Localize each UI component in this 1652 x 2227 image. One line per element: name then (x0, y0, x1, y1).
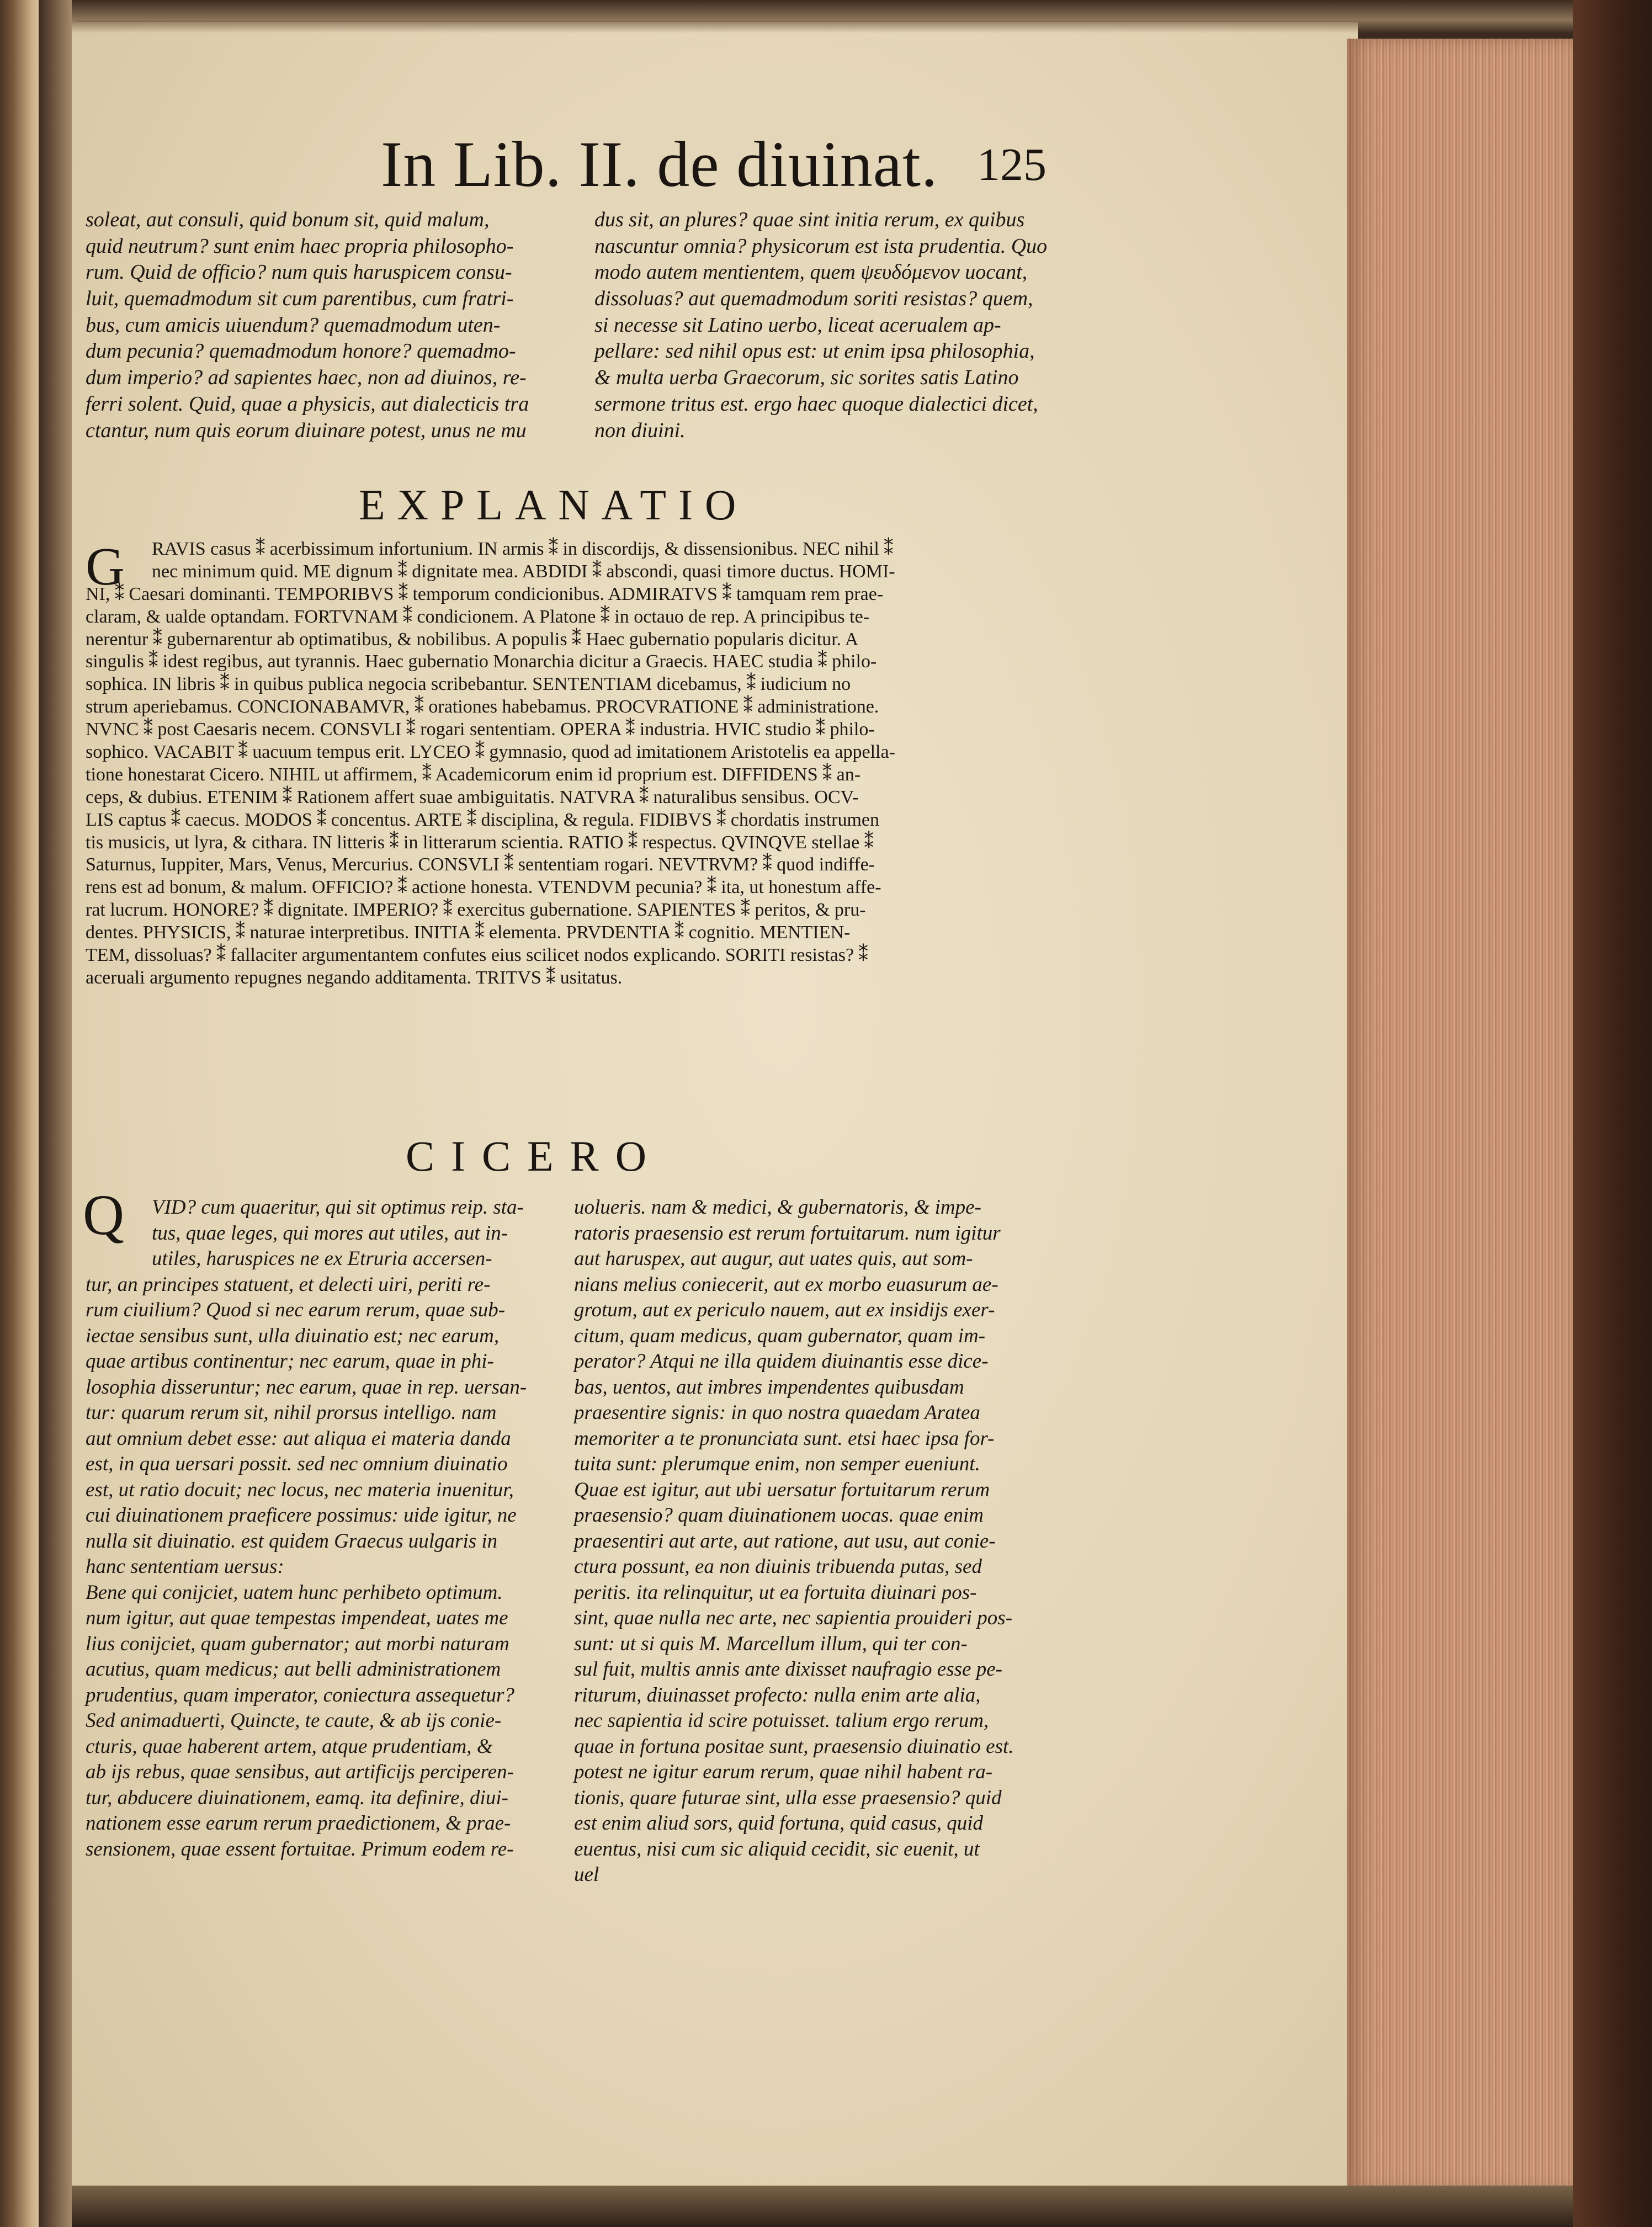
explanatio-line: tis musicis, ut lyra, & cithara. IN litteris ⁑ in litterarum scientia. RATIO ⁑ respectus. QVINQVE stellae ⁑ (86, 832, 874, 853)
text-line: ferri solent. Quid, quae a physicis, aut dialecticis tra (86, 392, 529, 416)
explanatio-line: tione honestarat Cicero. NIHIL ut affirmem, ⁑ Academicorum enim id proprium est. DIFFIDENS ⁑ an- (86, 764, 861, 785)
cicero-line: tionis, quare futurae sint, ulla esse praesensio? quid (574, 1786, 1002, 1809)
text-line: dissoluas? aut quemadmodum soriti resistas? quem, (594, 287, 1033, 311)
cicero-line: tur, an principes statuent, et delecti uiri, periti re- (86, 1273, 491, 1296)
cicero-line: num igitur, aut quae tempestas impendeat, uates me (86, 1607, 508, 1629)
cicero-line: quae artibus continentur; nec earum, quae in phi- (86, 1350, 494, 1373)
cicero-line: prudentius, quam imperator, coniectura assequetur? (86, 1683, 514, 1707)
cicero-line: perator? Atqui ne illa quidem diuinantis esse dice- (574, 1350, 989, 1373)
cicero-line: sensionem, quae essent fortuitae. Primum eodem re- (86, 1837, 514, 1861)
cicero-line: tuita sunt: plerumque enim, non semper eueniunt. (574, 1453, 980, 1475)
explanatio-line: TEM, dissoluas? ⁑ fallaciter argumentantem confutes eius scilicet nodos explicando. SORITI resistas? ⁑ (86, 945, 868, 966)
text-line: pellare: sed nihil opus est: ut enim ipsa philosophia, (594, 339, 1035, 363)
explanatio-line: dentes. PHYSICIS, ⁑ naturae interpretibus. INITIA ⁑ elementa. PRVDENTIA ⁑ cognitio. MENTIEN- (86, 922, 851, 943)
cicero-line: iectae sensibus sunt, ulla diuinatio est; nec earum, (86, 1324, 500, 1347)
text-line: non diuini. (594, 418, 686, 442)
cicero-line: tur, abducere diuinationem, eamq. ita definire, diui- (86, 1786, 508, 1809)
text-line: modo autem mentientem, quem ψευδόμενον uocant, (594, 261, 1028, 284)
explanatio-line: strum aperiebamus. CONCIONABAMVR, ⁑ orationes habebamus. PROCVRATIONE ⁑ administratione. (86, 697, 879, 717)
explanatio-line: claram, & ualde optandam. FORTVNAM ⁑ condicionem. A Platone ⁑ in octauo de rep. A principibus te- (86, 606, 870, 627)
text-line: nascuntur omnia? physicorum est ista prudentia. Quo (594, 234, 1048, 258)
cicero-line: Sed animaduerti, Quincte, te caute, & ab ijs conie- (86, 1709, 502, 1732)
cicero-line: nec sapientia id scire potuisset. talium ergo rerum, (574, 1709, 989, 1732)
top-right-column (594, 207, 1047, 444)
cicero-line: memoriter a te pronunciata sunt. etsi haec ipsa for- (574, 1427, 995, 1450)
explanatio-line: RAVIS casus ⁑ acerbissimum infortunium. IN armis ⁑ in discordijs, & dissensionibus. NEC nihil ⁑ (152, 539, 894, 559)
cicero-line: sul fuit, multis annis ante dixisset naufragio esse pe- (574, 1658, 1002, 1681)
cicero-line: peritis. ita relinquitur, ut ea fortuita diuinari pos- (574, 1581, 977, 1604)
explanatio-line: NI, ⁑ Caesari dominanti. TEMPORIBVS ⁑ temporum condicionibus. ADMIRATVS ⁑ tamquam rem prae- (86, 583, 884, 604)
explanatio-line: LIS captus ⁑ caecus. MODOS ⁑ concentus. ARTE ⁑ disciplina, & regula. FIDIBVS ⁑ chordatis instrumen (86, 809, 880, 830)
book-cover-edge (1573, 0, 1652, 2227)
text-line: luit, quemadmodum sit cum parentibus, cum fratri- (86, 287, 514, 311)
text-line: dum imperio? ad sapientes haec, non ad diuinos, re- (86, 366, 527, 390)
cicero-line: est, ut ratio docuit; nec locus, nec materia inuenitur, (86, 1478, 514, 1501)
cicero-line: nians melius coniecerit, aut ex morbo euasurum ae- (574, 1273, 998, 1296)
explanatio-line: ceps, & dubius. ETENIM ⁑ Rationem affert suae ambiguitatis. NATVRA ⁑ naturalibus sensibus. OCV- (86, 786, 859, 807)
explanatio-line: aceruali argumento repugnes negando additamenta. TRITVS ⁑ usitatus. (86, 967, 623, 988)
cicero-line: utiles, haruspices ne ex Etruria accersen- (152, 1247, 492, 1270)
cicero-line: praesentiri aut arte, aut ratione, aut usu, aut conie- (574, 1529, 996, 1553)
cicero-line: tur: quarum rerum sit, nihil prorsus intelligo. nam (86, 1401, 497, 1424)
cicero-line: est enim aliud sors, quid fortuna, quid casus, quid (574, 1812, 984, 1835)
cicero-line: Bene qui conijciet, uatem hunc perhibeto optimum. (86, 1581, 503, 1604)
cicero-line: VID? cum quaeritur, qui sit optimus reip. sta- (152, 1196, 524, 1219)
explanatio-line: nerentur ⁑ gubernarentur ab optimatibus, & nobilibus. A populis ⁑ Haec gubernatio popularis dicitur. A (86, 629, 859, 650)
explanatio-line: rens est ad bonum, & malum. OFFICIO? ⁑ actione honesta. VTENDVM pecunia? ⁑ ita, ut honestum affe- (86, 877, 881, 898)
cicero-line: cui diuinationem praeficere possimus: uide igitur, ne (86, 1504, 517, 1527)
explanatio-body (86, 538, 1079, 990)
cicero-line: ratoris praesensio est rerum fortuitarum. num igitur (574, 1221, 1001, 1245)
cicero-line: hanc sententiam uersus: (86, 1555, 284, 1578)
text-line: & multa uerba Graecorum, sic sorites satis Latino (594, 366, 1019, 390)
text-line: quid neutrum? sunt enim haec propria philosopho- (86, 234, 514, 258)
cicero-line: praesentire signis: in quo nostra quaedam Aratea (574, 1401, 980, 1424)
cicero-line: riturum, diuinasset profecto: nulla enim arte alia, (574, 1683, 981, 1707)
cicero-line: acutius, quam medicus; aut belli administrationem (86, 1658, 501, 1681)
explanatio-line: sophica. IN libris ⁑ in quibus publica negocia scribebantur. SENTENTIAM dicebamus, ⁑ iudicium no (86, 674, 851, 695)
cicero-line: citum, quam medicus, quam gubernator, quam im- (574, 1324, 986, 1347)
cicero-line: losophia disseruntur; nec earum, quae in rep. uersan- (86, 1375, 527, 1399)
text-line: si necesse sit Latino uerbo, liceat acerualem ap- (594, 313, 1001, 337)
text-line: rum. Quid de officio? num quis haruspicem consu- (86, 261, 512, 284)
cicero-line: nulla sit diuinatio. est quidem Graecus uulgaris in (86, 1529, 498, 1553)
bottom-shadow (72, 2186, 1573, 2227)
running-head: In Lib. II. de diuinat. (381, 128, 938, 200)
explanatio-dropcap: G (86, 537, 125, 597)
cicero-line: sunt: ut si quis M. Marcellum illum, qui ter con- (574, 1632, 968, 1655)
explanatio-line: singulis ⁑ idest regibus, aut tyrannis. Haec gubernatio Monarchia dicitur a Graecis. HAEC studia ⁑ philo- (86, 651, 877, 672)
top-left-column (86, 207, 529, 444)
cicero-line: tus, quae leges, qui mores aut utiles, aut in- (152, 1221, 508, 1245)
cicero-line: ctura possunt, ea non diuinis tribuenda putas, sed (574, 1555, 982, 1578)
cicero-line: sint, quae nulla nec arte, nec sapientia prouideri pos- (574, 1607, 1013, 1629)
explanatio-line: nec minimum quid. ME dignum ⁑ dignitate mea. ABDIDI ⁑ abscondi, quasi timore ductus. HOMI- (152, 561, 895, 582)
cicero-line: bas, uentos, aut imbres impendentes quibusdam (574, 1375, 964, 1399)
cicero-line: est, in qua uersari possit. sed nec omnium diuinatio (86, 1453, 508, 1475)
cicero-line: uolueris. nam & medici, & gubernatoris, & impe- (574, 1196, 981, 1219)
page-number: 125 (977, 139, 1047, 190)
cicero-line: grotum, aut ex periculo nauem, aut ex insidijs exer- (574, 1299, 995, 1321)
text-line: soleat, aut consuli, quid bonum sit, quid malum, (86, 208, 490, 231)
cicero-line: cturis, quae haberent artem, atque prudentiam, & (86, 1735, 493, 1758)
cicero-left-column (86, 1195, 527, 1862)
cicero-line: euentus, nisi cum sic aliquid cecidit, sic euenit, ut (574, 1837, 980, 1861)
explanatio-heading: EXPLANATIO (359, 481, 748, 529)
cicero-line: potest ne igitur earum rerum, quae nihil habent ra- (574, 1761, 993, 1783)
cicero-line: aut haruspex, aut augur, aut uates quis, aut som- (574, 1247, 973, 1270)
cicero-right-column (574, 1195, 1014, 1888)
cicero-line: quae in fortuna positae sunt, praesensio diuinatio est. (574, 1735, 1014, 1758)
previous-page-edge (0, 0, 39, 2227)
text-line: sermone tritus est. ergo haec quoque dialectici dicet, (594, 392, 1038, 416)
text-line: dum pecunia? quemadmodum honore? quemadmo- (86, 339, 516, 363)
cicero-line: rum ciuilium? Quod si nec earum rerum, quae sub- (86, 1299, 506, 1321)
explanatio-line: sophico. VACABIT ⁑ uacuum tempus erit. LYCEO ⁑ gymnasio, quod ad imitationem Aristotelis ea appella- (86, 742, 895, 763)
fore-edge-pages (1347, 39, 1573, 2191)
explanatio-line: rat lucrum. HONORE? ⁑ dignitate. IMPERIO? ⁑ exercitus gubernatione. SAPIENTES ⁑ peritos, & pru- (86, 900, 866, 921)
cicero-line: Quae est igitur, aut ubi uersatur fortuitarum rerum (574, 1478, 990, 1501)
cicero-line: praesensio? quam diuinationem uocas. quae enim (574, 1504, 984, 1527)
text-line: dus sit, an plures? quae sint initia rerum, ex quibus (594, 208, 1025, 231)
explanatio-line: Saturnus, Iuppiter, Mars, Venus, Mercurius. CONSVLI ⁑ sententiam rogari. NEVTRVM? ⁑ quod indiffe- (86, 854, 875, 875)
top-shadow (72, 0, 1573, 33)
cicero-line: nationem esse earum rerum praedictionem, & prae- (86, 1812, 511, 1835)
cicero-heading: CICERO (406, 1132, 663, 1180)
cicero-dropcap: Q (83, 1183, 125, 1247)
cicero-line: uel (574, 1863, 599, 1886)
text-line: bus, cum amicis uiuendum? quemadmodum uten- (86, 313, 501, 337)
cicero-line: aut omnium debet esse: aut aliqua ei materia danda (86, 1427, 511, 1450)
explanatio-line: NVNC ⁑ post Caesaris necem. CONSVLI ⁑ rogari sententiam. OPERA ⁑ industria. HVIC studio ⁑ philo- (86, 719, 875, 740)
cicero-line: lius conijciet, quam gubernator; aut morbi naturam (86, 1632, 509, 1655)
text-line: ctantur, num quis eorum diuinare potest, unus ne mu (86, 418, 527, 442)
cicero-line: ab ijs rebus, quae sensibus, aut artificijs perciperen- (86, 1761, 514, 1783)
